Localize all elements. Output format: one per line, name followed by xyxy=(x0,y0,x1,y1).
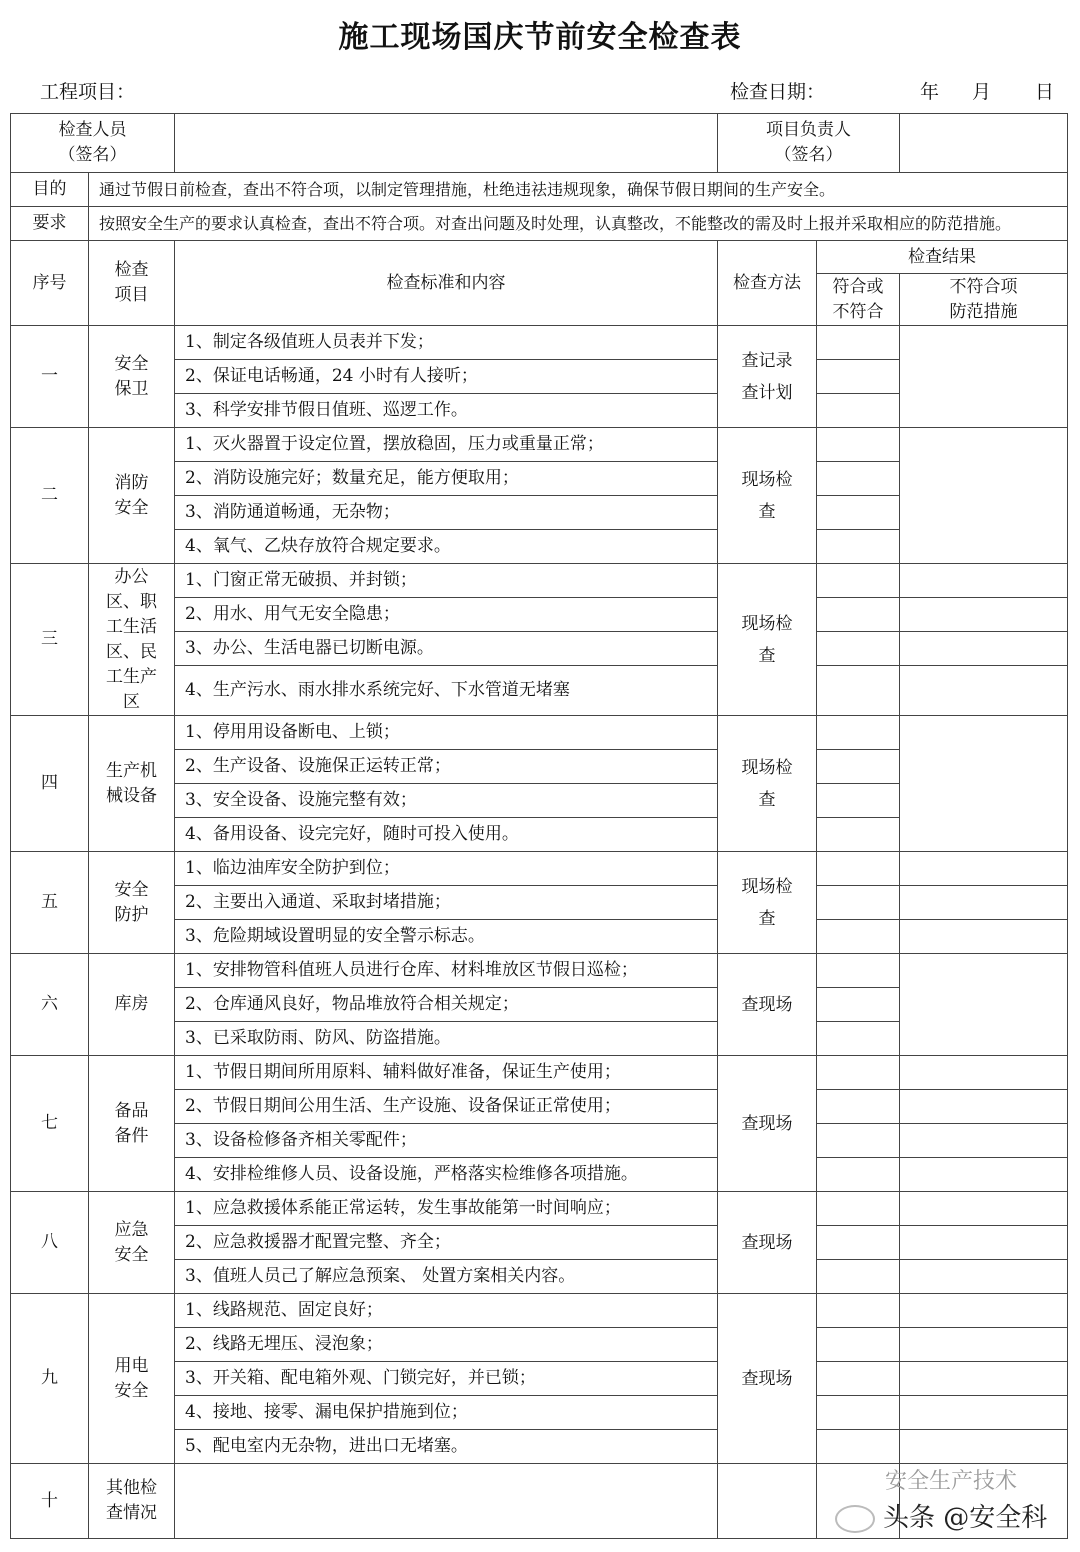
group-seq: 九 xyxy=(11,1294,89,1464)
check-method: 现场检 查 xyxy=(718,564,817,716)
table-row xyxy=(11,852,1068,886)
inspection-table xyxy=(10,113,1068,1539)
conform-cell[interactable] xyxy=(817,1124,900,1158)
check-content: 3、开关箱、配电箱外观、门锁完好，并已锁； xyxy=(175,1362,718,1396)
check-content: 4、氧气、乙炔存放符合规定要求。 xyxy=(175,530,718,564)
conform-cell[interactable] xyxy=(817,750,900,784)
purpose-label: 目的 xyxy=(11,173,89,207)
check-content: 1、门窗正常无破损、并封锁； xyxy=(175,564,718,598)
check-content: 3、安全设备、设施完整有效； xyxy=(175,784,718,818)
check-content: 2、用水、用气无安全隐患； xyxy=(175,598,718,632)
conform-cell[interactable] xyxy=(817,598,900,632)
conform-cell[interactable] xyxy=(817,394,900,428)
group-seq: 五 xyxy=(11,852,89,954)
group-seq: 二 xyxy=(11,428,89,564)
inspector-signature-field[interactable] xyxy=(175,114,718,173)
group-item: 消防 安全 xyxy=(89,428,175,564)
check-content: 4、接地、接零、漏电保护措施到位； xyxy=(175,1396,718,1430)
measures-cell[interactable] xyxy=(900,920,1068,954)
measures-cell[interactable] xyxy=(900,716,1068,852)
check-content: 3、科学安排节假日值班、巡逻工作。 xyxy=(175,394,718,428)
conform-cell[interactable] xyxy=(817,1260,900,1294)
check-content: 2、应急救援器才配置完整、齐全； xyxy=(175,1226,718,1260)
conform-cell[interactable] xyxy=(817,360,900,394)
check-content: 2、线路无埋压、浸泡象； xyxy=(175,1328,718,1362)
manager-signature-field[interactable] xyxy=(900,114,1068,173)
conform-cell[interactable] xyxy=(817,428,900,462)
measures-cell[interactable] xyxy=(900,1362,1068,1396)
table-row xyxy=(11,1192,1068,1226)
check-content: 2、主要出入通道、采取封堵措施； xyxy=(175,886,718,920)
check-content: 3、办公、生活电器已切断电源。 xyxy=(175,632,718,666)
group-item: 办公 区、职 工生活 区、民 工生产 区 xyxy=(89,564,175,716)
check-content: 2、节假日期间公用生活、生产设施、设备保证正常使用； xyxy=(175,1090,718,1124)
check-content: 1、停用用设备断电、上锁； xyxy=(175,716,718,750)
conform-cell[interactable] xyxy=(817,462,900,496)
watermark xyxy=(835,1502,1047,1534)
measures-cell[interactable] xyxy=(900,1192,1068,1226)
day-label: 日 xyxy=(1035,81,1055,103)
check-method: 查现场 xyxy=(718,1192,817,1294)
check-method: 查记录 查计划 xyxy=(718,326,817,428)
conform-cell[interactable] xyxy=(817,1226,900,1260)
check-content: 3、已采取防雨、防风、防盗措施。 xyxy=(175,1022,718,1056)
project-label: 工程项目： xyxy=(40,81,136,103)
check-content: 1、安排物管科值班人员进行仓库、材料堆放区节假日巡检； xyxy=(175,954,718,988)
conform-cell[interactable] xyxy=(817,716,900,750)
measures-cell[interactable] xyxy=(900,1396,1068,1430)
check-content: 1、线路规范、固定良好； xyxy=(175,1294,718,1328)
check-content: 3、设备检修备齐相关零配件； xyxy=(175,1124,718,1158)
check-content: 3、消防通道畅通，无杂物； xyxy=(175,496,718,530)
group-item: 安全 防护 xyxy=(89,852,175,954)
conform-cell[interactable] xyxy=(817,326,900,360)
conform-cell[interactable] xyxy=(817,1056,900,1090)
conform-cell[interactable] xyxy=(817,1158,900,1192)
measures-cell[interactable] xyxy=(900,564,1068,598)
group-item: 安全 保卫 xyxy=(89,326,175,428)
conform-cell[interactable] xyxy=(817,666,900,716)
conform-cell[interactable] xyxy=(817,886,900,920)
header-conform: 符合或 不符合 xyxy=(817,274,900,326)
date-label: 检查日期： xyxy=(730,81,826,103)
measures-cell[interactable] xyxy=(900,1260,1068,1294)
conform-cell[interactable] xyxy=(817,988,900,1022)
other-seq: 十 xyxy=(11,1464,89,1539)
page-title: 施工现场国庆节前安全检查表 xyxy=(338,20,742,55)
conform-cell[interactable] xyxy=(817,1362,900,1396)
conform-cell[interactable] xyxy=(817,784,900,818)
inspector-label: 检查人员 （签名） xyxy=(11,114,175,173)
header-method: 检查方法 xyxy=(718,241,817,326)
group-seq: 三 xyxy=(11,564,89,716)
check-content: 4、生产污水、雨水排水系统完好、下水管道无堵塞 xyxy=(175,666,718,716)
group-seq: 六 xyxy=(11,954,89,1056)
measures-cell[interactable] xyxy=(900,326,1068,428)
requirement-label: 要求 xyxy=(11,207,89,241)
check-method: 现场检 查 xyxy=(718,852,817,954)
header-result: 检查结果 xyxy=(817,241,1068,274)
other-content[interactable] xyxy=(175,1464,718,1539)
wechat-icon xyxy=(835,1505,875,1533)
conform-cell[interactable] xyxy=(817,1294,900,1328)
measures-cell[interactable] xyxy=(900,598,1068,632)
conform-cell[interactable] xyxy=(817,1090,900,1124)
check-method: 现场检 查 xyxy=(718,428,817,564)
conform-cell[interactable] xyxy=(817,564,900,598)
check-method: 查现场 xyxy=(718,1056,817,1192)
measures-cell[interactable] xyxy=(900,1158,1068,1192)
check-content: 1、临边油库安全防护到位； xyxy=(175,852,718,886)
check-content: 2、消防设施完好；数量充足，能方便取用； xyxy=(175,462,718,496)
header-item: 检查 项目 xyxy=(89,241,175,326)
check-content: 1、节假日期间所用原料、辅料做好准备，保证生产使用； xyxy=(175,1056,718,1090)
table-row xyxy=(11,326,1068,360)
group-seq: 七 xyxy=(11,1056,89,1192)
check-content: 3、危险期域设置明显的安全警示标志。 xyxy=(175,920,718,954)
group-item: 库房 xyxy=(89,954,175,1056)
group-item: 应急 安全 xyxy=(89,1192,175,1294)
table-row xyxy=(11,1056,1068,1090)
conform-cell[interactable] xyxy=(817,1430,900,1464)
table-row xyxy=(11,428,1068,462)
check-content: 4、备用设备、设完完好，随时可投入使用。 xyxy=(175,818,718,852)
conform-cell[interactable] xyxy=(817,1192,900,1226)
check-content: 2、保证电话畅通，24 小时有人接听； xyxy=(175,360,718,394)
table-row xyxy=(11,564,1068,598)
measures-cell[interactable] xyxy=(900,1090,1068,1124)
conform-cell[interactable] xyxy=(817,954,900,988)
measures-cell[interactable] xyxy=(900,1124,1068,1158)
conform-cell[interactable] xyxy=(817,920,900,954)
table-row xyxy=(11,954,1068,988)
check-content: 2、仓库通风良好，物品堆放符合相关规定； xyxy=(175,988,718,1022)
header-measures: 不符合项 防范措施 xyxy=(900,274,1068,326)
measures-cell[interactable] xyxy=(900,1294,1068,1328)
measures-cell[interactable] xyxy=(900,886,1068,920)
conform-cell[interactable] xyxy=(817,852,900,886)
conform-cell[interactable] xyxy=(817,1396,900,1430)
manager-label: 项目负责人 （签名） xyxy=(718,114,900,173)
check-content: 2、生产设备、设施保正运转正常； xyxy=(175,750,718,784)
table-row xyxy=(11,1294,1068,1328)
measures-cell[interactable] xyxy=(900,1430,1068,1464)
measures-cell[interactable] xyxy=(900,1226,1068,1260)
group-item: 生产机 械设备 xyxy=(89,716,175,852)
check-content: 3、值班人员己了解应急预案、 处置方案相关内容。 xyxy=(175,1260,718,1294)
check-content: 1、灭火器置于设定位置，摆放稳固，压力或重量正常； xyxy=(175,428,718,462)
check-content: 5、配电室内无杂物，进出口无堵塞。 xyxy=(175,1430,718,1464)
month-label: 月 xyxy=(972,81,992,103)
measures-cell[interactable] xyxy=(900,852,1068,886)
measures-cell[interactable] xyxy=(900,954,1068,1056)
check-content: 1、制定各级值班人员表并下发； xyxy=(175,326,718,360)
measures-cell[interactable] xyxy=(900,1328,1068,1362)
group-seq: 八 xyxy=(11,1192,89,1294)
group-item: 备品 备件 xyxy=(89,1056,175,1192)
conform-cell[interactable] xyxy=(817,1328,900,1362)
group-seq: 四 xyxy=(11,716,89,852)
conform-cell[interactable] xyxy=(817,530,900,564)
watermark-secondary: 安全生产技术 xyxy=(885,1469,1018,1494)
group-item: 用电 安全 xyxy=(89,1294,175,1464)
year-label: 年 xyxy=(920,81,940,103)
check-method: 现场检 查 xyxy=(718,716,817,852)
check-content: 1、应急救援体系能正常运转，发生事故能第一时间响应； xyxy=(175,1192,718,1226)
other-method[interactable] xyxy=(718,1464,817,1539)
requirement-text: 按照安全生产的要求认真检查，查出不符合项。对查出问题及时处理，认真整改，不能整改的需及时上报并采取相应的防范措施。 xyxy=(89,207,1068,241)
check-content: 4、安排检维修人员、设备设施，严格落实检维修各项措施。 xyxy=(175,1158,718,1192)
measures-cell[interactable] xyxy=(900,1056,1068,1090)
other-item: 其他检 查情况 xyxy=(89,1464,175,1539)
header-seq: 序号 xyxy=(11,241,89,326)
conform-cell[interactable] xyxy=(817,818,900,852)
conform-cell[interactable] xyxy=(817,1022,900,1056)
check-method: 查现场 xyxy=(718,1294,817,1464)
measures-cell[interactable] xyxy=(900,666,1068,716)
header-content: 检查标准和内容 xyxy=(175,241,718,326)
measures-cell[interactable] xyxy=(900,428,1068,564)
measures-cell[interactable] xyxy=(900,632,1068,666)
group-seq: 一 xyxy=(11,326,89,428)
check-method: 查现场 xyxy=(718,954,817,1056)
conform-cell[interactable] xyxy=(817,496,900,530)
watermark-primary: 头条 @安全科 xyxy=(883,1503,1048,1533)
conform-cell[interactable] xyxy=(817,632,900,666)
table-row xyxy=(11,716,1068,750)
purpose-text: 通过节假日前检查，查出不符合项，以制定管理措施，杜绝违祛违规现象，确保节假日期间的生产安全。 xyxy=(89,173,1068,207)
